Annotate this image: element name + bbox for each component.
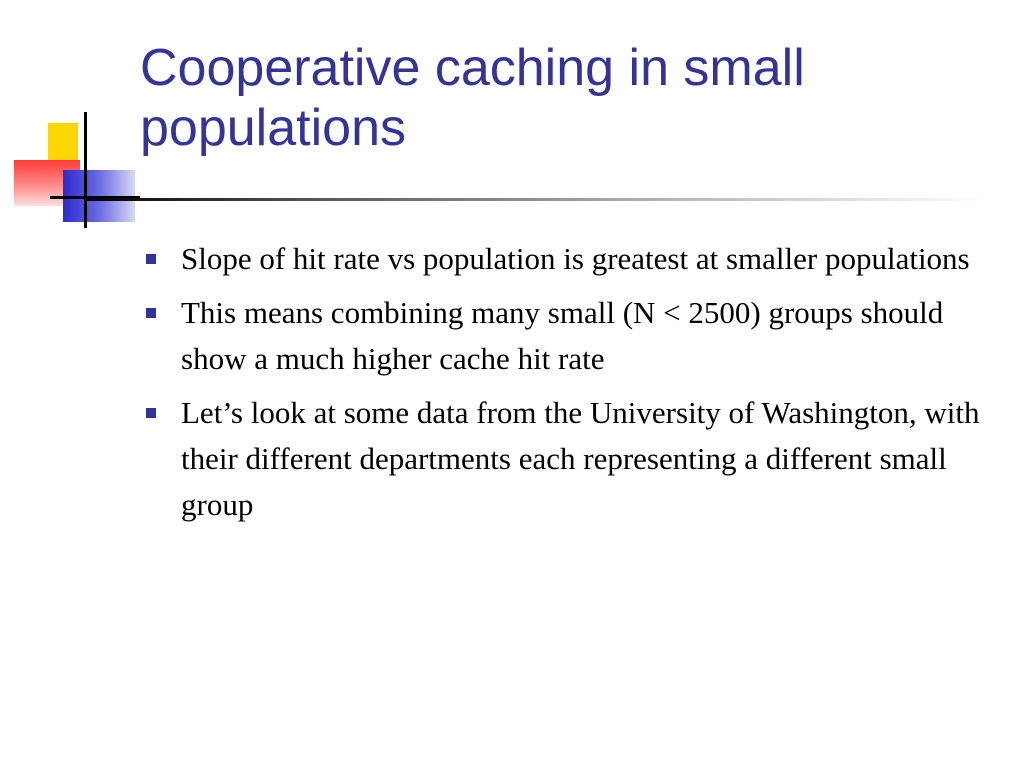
bullet-item: [140, 236, 1000, 282]
bullet-item: [140, 390, 1000, 528]
title-underline: [86, 198, 986, 201]
bullet-text: Slope of hit rate vs population is greatest at smaller populations: [181, 241, 970, 276]
bullet-item: [140, 290, 1000, 382]
slide-logo-icon: [0, 0, 140, 240]
bullet-text: Let’s look at some data from the University of Washington, with their different departments each representing a different small group: [181, 395, 980, 522]
square-bullet-icon: [146, 408, 156, 418]
square-bullet-icon: [146, 254, 156, 264]
square-bullet-icon: [146, 308, 156, 318]
bullet-text: This means combining many small (N < 2500) groups should show a much higher cache hit rate: [181, 295, 944, 376]
slide-title: Cooperative caching in small populations: [140, 39, 805, 157]
logo-vertical-line: [84, 112, 87, 228]
bullet-list: [140, 236, 1000, 536]
